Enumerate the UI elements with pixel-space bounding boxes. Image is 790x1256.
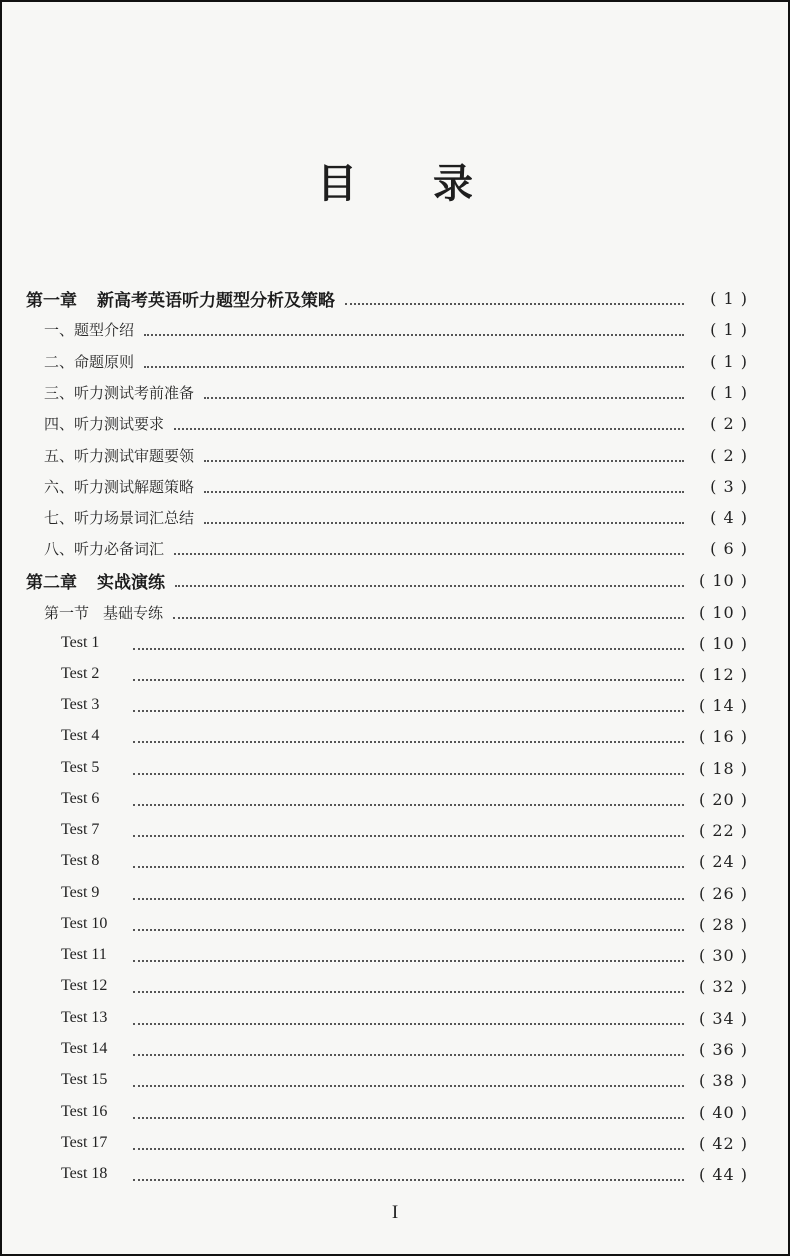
page-reference: ( 18 ) (698, 758, 748, 778)
toc-section[interactable] (44, 442, 748, 468)
section-title: 二、命题原则 (44, 352, 135, 371)
page-reference: ( 44 ) (698, 1164, 748, 1184)
dot-leader (144, 366, 684, 368)
dot-leader (133, 991, 684, 993)
toc-test[interactable] (61, 692, 748, 718)
page-reference: ( 1 ) (710, 351, 748, 371)
dot-leader (175, 585, 684, 587)
chapter-title: 新高考英语听力题型分析及策略 (97, 290, 335, 311)
section-title: 五、听力测试审题要领 (44, 446, 195, 465)
page-reference: ( 6 ) (710, 538, 748, 558)
dot-leader (133, 804, 684, 806)
test-title: Test 9 (61, 884, 100, 901)
dot-leader (133, 710, 684, 712)
dot-leader (133, 1023, 684, 1025)
toc-test[interactable] (61, 723, 748, 749)
section-title: 三、听力测试考前准备 (44, 383, 195, 402)
dot-leader (133, 1054, 684, 1056)
page-reference: ( 10 ) (698, 602, 748, 622)
dot-leader (133, 866, 684, 868)
page-number: I (391, 1202, 399, 1223)
toc-section[interactable] (44, 473, 748, 499)
dot-leader (133, 898, 684, 900)
toc-test[interactable] (61, 1161, 748, 1187)
dot-leader (204, 397, 684, 399)
toc-test[interactable] (61, 942, 748, 968)
section-title: 七、听力场景词汇总结 (44, 508, 195, 527)
toc-test[interactable] (61, 817, 748, 843)
dot-leader (133, 1085, 684, 1087)
chapter-title: 实战演练 (97, 572, 165, 593)
toc-section[interactable] (44, 535, 748, 561)
toc-chapter-2[interactable] (26, 567, 748, 593)
toc-test[interactable] (61, 661, 748, 687)
toc-test[interactable] (61, 880, 748, 906)
dot-leader (133, 960, 684, 962)
dot-leader (204, 522, 684, 524)
test-title: Test 11 (61, 946, 107, 963)
toc-test[interactable] (61, 786, 748, 812)
toc-chapter-1[interactable] (26, 285, 748, 311)
dot-leader (133, 1148, 684, 1150)
page-reference: ( 22 ) (698, 820, 748, 840)
chapter-number: 第一章 (26, 290, 77, 311)
test-title: Test 5 (61, 759, 100, 776)
page-reference: ( 16 ) (698, 726, 748, 746)
page-reference: ( 26 ) (698, 883, 748, 903)
dot-leader (133, 835, 684, 837)
toc-test[interactable] (61, 1036, 748, 1062)
test-title: Test 17 (61, 1134, 108, 1151)
dot-leader (133, 679, 684, 681)
section-title: 八、听力必备词汇 (44, 539, 165, 558)
page-reference: ( 32 ) (698, 976, 748, 996)
test-title: Test 13 (61, 1009, 108, 1026)
toc-section[interactable] (44, 379, 748, 405)
page-reference: ( 42 ) (698, 1133, 748, 1153)
page-reference: ( 3 ) (710, 476, 748, 496)
dot-leader (133, 648, 684, 650)
toc-subsection[interactable] (44, 599, 748, 625)
test-title: Test 10 (61, 915, 108, 932)
toc-chapter-2-label (26, 568, 165, 593)
page-reference: ( 40 ) (698, 1102, 748, 1122)
page-reference: ( 24 ) (698, 851, 748, 871)
page-reference: ( 30 ) (698, 945, 748, 965)
dot-leader (174, 428, 684, 430)
dot-leader (133, 929, 684, 931)
section-title: 一、题型介绍 (44, 320, 135, 339)
toc-test[interactable] (61, 911, 748, 937)
section-title: 四、听力测试要求 (44, 414, 165, 433)
page-reference: ( 1 ) (710, 319, 748, 339)
table-of-contents (2, 2, 788, 1254)
dot-leader (133, 741, 684, 743)
page-reference: ( 1 ) (710, 288, 748, 308)
page-reference: ( 36 ) (698, 1039, 748, 1059)
toc-section[interactable] (44, 504, 748, 530)
toc-test[interactable] (61, 630, 748, 656)
page-reference: ( 34 ) (698, 1008, 748, 1028)
section-title: 六、听力测试解题策略 (44, 477, 195, 496)
toc-test[interactable] (61, 1067, 748, 1093)
chapter-number: 第二章 (26, 572, 77, 593)
dot-leader (133, 1179, 684, 1181)
dot-leader (345, 303, 684, 305)
toc-test[interactable] (61, 973, 748, 999)
test-title: Test 3 (61, 696, 100, 713)
page-reference: ( 20 ) (698, 789, 748, 809)
dot-leader (204, 460, 684, 462)
page-reference: ( 10 ) (698, 633, 748, 653)
page-reference: ( 14 ) (698, 695, 748, 715)
page-reference: ( 38 ) (698, 1070, 748, 1090)
toc-section[interactable] (44, 348, 748, 374)
test-title: Test 18 (61, 1165, 108, 1182)
page-reference: ( 2 ) (710, 445, 748, 465)
toc-section[interactable] (44, 316, 748, 342)
subsection-title: 基础专练 (103, 603, 164, 622)
toc-subsection-label (44, 602, 163, 623)
dot-leader (133, 773, 684, 775)
subsection-number: 第一节 (44, 603, 90, 622)
test-title: Test 16 (61, 1103, 108, 1120)
toc-chapter-1-label (26, 286, 335, 311)
page-reference: ( 4 ) (710, 507, 748, 527)
toc-test[interactable] (61, 755, 748, 781)
toc-test[interactable] (61, 848, 748, 874)
dot-leader (204, 491, 684, 493)
page-title: 目录 (317, 161, 549, 207)
test-title: Test 12 (61, 977, 108, 994)
test-title: Test 2 (61, 665, 100, 682)
toc-test[interactable] (61, 1005, 748, 1031)
dot-leader (133, 1117, 684, 1119)
page-reference: ( 28 ) (698, 914, 748, 934)
page-reference: ( 2 ) (710, 413, 748, 433)
test-title: Test 1 (61, 634, 100, 651)
dot-leader (174, 553, 684, 555)
test-title: Test 14 (61, 1040, 108, 1057)
dot-leader (173, 617, 684, 619)
dot-leader (144, 334, 684, 336)
toc-test[interactable] (61, 1130, 748, 1156)
test-title: Test 15 (61, 1071, 108, 1088)
test-title: Test 8 (61, 852, 100, 869)
page-reference: ( 10 ) (698, 570, 748, 590)
toc-section[interactable] (44, 410, 748, 436)
test-title: Test 7 (61, 821, 100, 838)
toc-test[interactable] (61, 1099, 748, 1125)
page-reference: ( 12 ) (698, 664, 748, 684)
test-title: Test 6 (61, 790, 100, 807)
test-title: Test 4 (61, 727, 100, 744)
page-reference: ( 1 ) (710, 382, 748, 402)
